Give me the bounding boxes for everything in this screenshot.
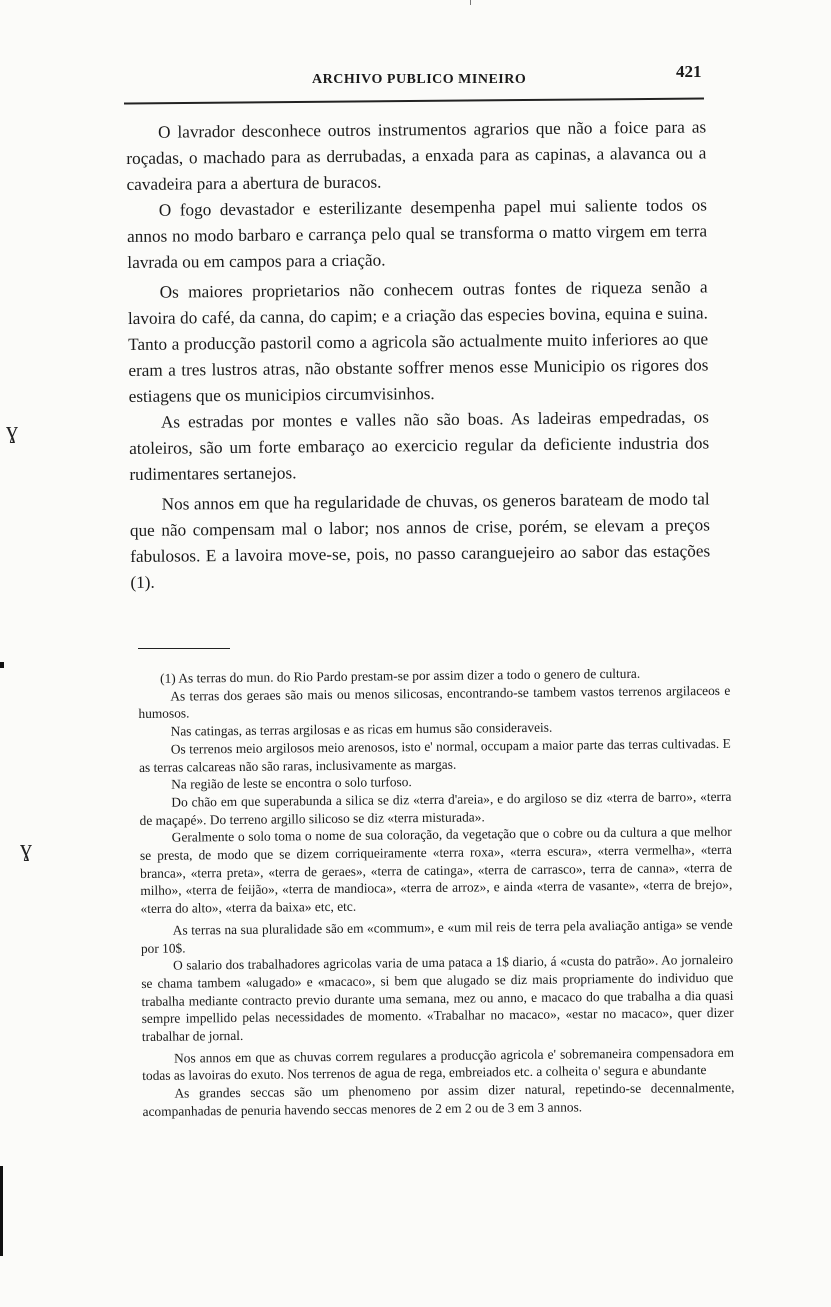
page-number: 421 — [676, 62, 702, 81]
footnote-rule — [138, 648, 230, 649]
paragraph-rains: Nos annos em que ha regularidade de chuvas, os generos barateam de modo tal que não compensam mal o labor; nos annos de crise, porém, se elevam a preços fabulosos. E a lavoira move-se, pois, no passo caranguejeiro ao sabor das estações (1). — [129, 489, 711, 592]
footnote: O salario dos trabalhadores agricolas varia de uma pataca a 1$ diario, á «custa do patrão». Ao jornaleiro se chama tambem «alugado» e «macaco», si bem que alugado se diz mais propriamente do individuo que trabalha mediante contracto previo durante uma semana, mez ou anno, e macaco do que trabalha a dia quasi sempre impellido pelas necessidades de momento. «Trabalhar no macaco», «estar no macaco», quer dizer trabalhar de jornal. — [141, 952, 734, 1045]
paragraph-proprietors: Os maiores proprietarios não conhecem outras fontes de riqueza senão a lavoira do café, da canna, do capim; e a criação das especies bovina, equina e suina. Tanto a producção pastoril como a agricola são actualmente muito inferiores ao que eram a tres lustros atras, não obstante soffrer menos esse Municipio os rigores dos estiagens que os municipios circumvisinhos. — [127, 277, 709, 406]
paragraph-roads: As estradas por montes e valles não são boas. As ladeiras empedradas, os atoleiros, são um forte embaraço ao exercicio regular da deficiente industria dos rudimentares sertanejos. — [129, 407, 710, 484]
paragraph-instruments: O lavrador desconhece outros instrumentos agrarios que não a foice para as roçadas, o machado para as derrubadas, a enxada para as capinas, a alavanca ou a cavadeira para a abertura de buracos. — [126, 117, 707, 194]
scan-artifact — [0, 662, 4, 668]
footnote: Na região de leste se encontra o solo turfoso. — [171, 774, 412, 792]
footnote: Do chão em que superabunda a silica se diz «terra d'areia», e do argiloso se diz «terra de barro», «terra de maçapé». Do terreno argillo silicoso se diz «terra misturada». — [139, 788, 732, 828]
footnote: Nas catingas, as terras argilosas e as ricas em humus são consideraveis. — [170, 719, 553, 739]
footnote: As grandes seccas são um phenomeno por assim dizer natural, repetindo-se decennalmente, acompanhadas de penuria havendo seccas menores de 2 em 2 ou de 3 em 3 annos. — [142, 1079, 735, 1119]
header-rule — [124, 97, 704, 104]
margin-mark: ɣ — [6, 418, 18, 444]
scan-artifact — [470, 0, 471, 5]
paragraph-fire: O fogo devastador e esterilizante desempenha papel mui saliente todos os annos no modo barbaro e carrança pelo qual se transforma o matto virgem em terra lavrada ou em campos para a criação. — [127, 195, 708, 272]
footnote: Nos annos em que as chuvas correm regulares a producção agricola e' sobremaneira compensadora em todas as lavoiras do exuto. Nos terrenos de agua de rega, embreiados etc. a colheita o' segura e abundante — [142, 1044, 735, 1084]
footnote: (1) As terras do mun. do Rio Pardo prestam-se por assim dizer a todo o genero de cultura. — [160, 665, 641, 686]
margin-mark: ɣ — [20, 836, 32, 862]
footnotes — [138, 664, 735, 1121]
footnote: Os terrenos meio argilosos meio arenosos, isto e' normal, occupam a maior parte das terras cultivadas. E as terras calcareas não são raras, inclusivamente as margas. — [138, 735, 731, 775]
body-text — [126, 114, 711, 596]
footnote: As terras dos geraes são mais ou menos silicosas, encontrando-se tambem vastos terrenos argilaceos e humosos. — [138, 682, 731, 722]
footnote: As terras na sua pluralidade são em «commum», e «um mil reis de terra pela avaliação antiga» se vende por 10$. — [140, 916, 733, 956]
footnote: Geralmente o solo toma o nome de sua coloração, da vegetação que o cobre ou da cultura a que melhor se presta, de modo que se dizem corriqueiramente «terra roxa», «terra escura», «terra vermelha», «terra branca», «terra preta», «terra de geraes», «terra de catinga», «terra de carrasco», terra de canna», «terra de milho», «terra de feijão», «terra de mandioca», «terra de arroz», e ainda «terra de vasante», «terra de brejo», «terra do alto», «terra da baixa» etc, etc. — [139, 824, 733, 917]
scan-artifact — [0, 1166, 3, 1256]
running-title: ARCHIVO PUBLICO MINEIRO — [312, 72, 527, 87]
